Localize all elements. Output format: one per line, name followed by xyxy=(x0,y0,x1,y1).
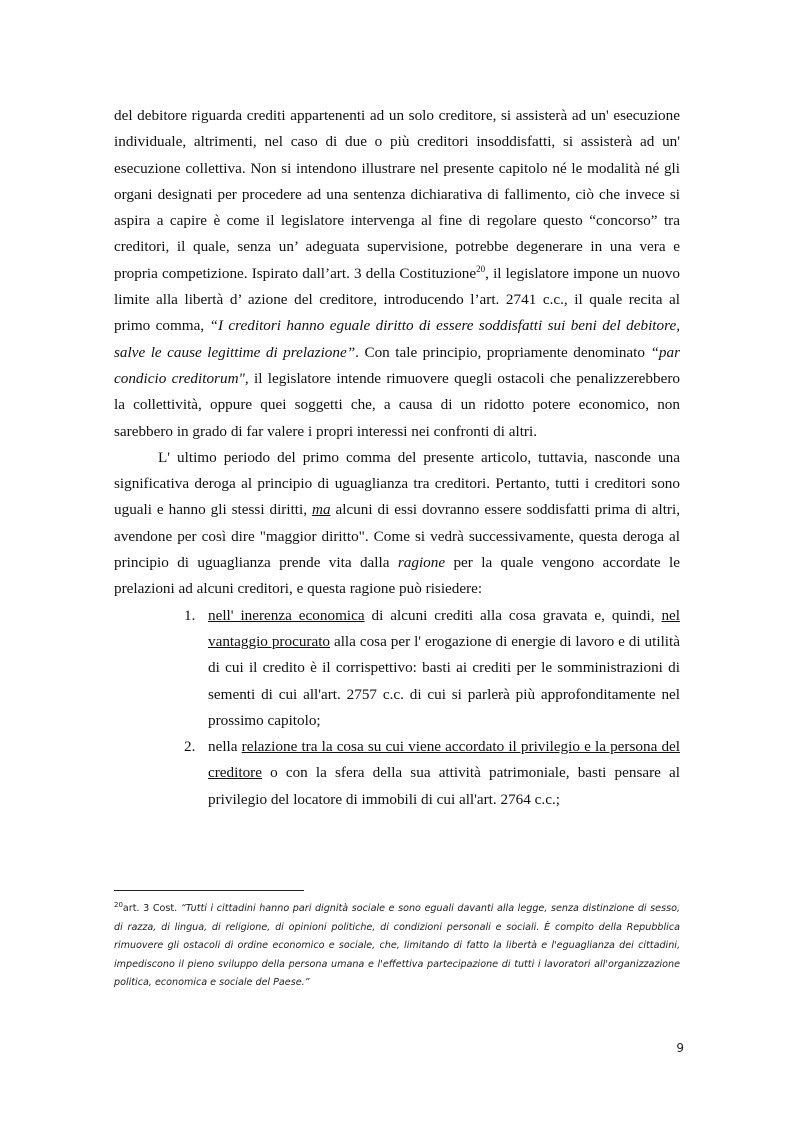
paragraph-text: del debitore riguarda crediti appartenenti ad un solo creditore, si assisterà ad un' esecuzione individuale, altrimenti, nel caso di due o più creditori insoddisfatti, si assisterà ad un' esecuzione collettiva. Non si intendono illustrare nel presente capitolo né le modalità né gli organi designati per procedere ad una sentenza dichiarativa di fallimento, ciò che invece si aspira a capire è come il legislatore intervenga al fine di regolare questo “concorso” tra creditori, il quale, senza un’ adeguata supervisione, potrebbe degenerare in una vera e propria competizione. Ispirato dall’art. 3 della Costituzione xyxy=(114,107,680,282)
footnote-text: “Tutti i cittadini hanno pari dignità sociale e sono eguali davanti alla legge, senza distinzione di sesso, di razza, di lingua, di religione, di opinioni politiche, di condizioni personali e sociali. È compito della Repubblica rimuovere gli ostacoli di ordine economico e sociale, che, limitando di fatto la libertà e l'eguaglianza dei cittadini, impediscono il pieno sviluppo della persona umana e l'effettiva partecipazione di tutti i lavoratori all'organizzazione politica, economica e sociale del Paese.” xyxy=(114,903,681,988)
paragraph-text: , il legislatore impone un nuovo limite alla libertà d’ azione del creditore, introducendo l’art. 2741 c.c., il quale recita al primo comma, xyxy=(114,264,680,335)
footnote-separator xyxy=(114,890,304,891)
latin-term: “par condicio creditorum" xyxy=(114,343,681,387)
paragraph-deroga xyxy=(114,445,680,603)
paragraph-text: per la quale vengono accordate le prelazioni ad alcuni creditori, e questa ragione può risiedere: xyxy=(114,554,680,598)
underlined-text: nell' inerenza economica xyxy=(208,606,365,624)
list-item-number: 2. xyxy=(184,738,196,756)
underlined-text: relazione tra la cosa su cui viene accordato il privilegio e la persona del creditore xyxy=(208,738,681,782)
paragraph-text: L' ultimo periodo del primo comma del presente articolo, tuttavia, nasconde una significativa deroga al principio di uguaglianza tra creditori. Pertanto, tutti i creditori sono uguali e hanno gli stessi diritti, xyxy=(114,448,680,519)
list-item-text: alla cosa per l' erogazione di energie di lavoro e di utilità di cui il credito è il corrispettivo: basti ai crediti per le somministrazioni di sementi di cui all'art. 2757 c.c. di cui si parlerà più approfonditamente nel prossimo capitolo; xyxy=(208,632,680,729)
footnote-number: 20 xyxy=(114,901,123,909)
emphasis-ragione: ragione xyxy=(397,554,446,572)
emphasis-ma: ma xyxy=(311,501,331,519)
footnote xyxy=(114,900,680,993)
list-item xyxy=(114,603,680,734)
paragraph-concorso-creditori xyxy=(114,103,680,445)
footnote-reference: 20 xyxy=(476,263,486,274)
prelazioni-list xyxy=(114,603,680,813)
paragraph-text: , il legislatore intende rimuovere quegli ostacoli che penalizzerebbero la collettività, oppure quei soggetti che, a causa di un ridotto potere economico, non sarebbero in grado di far valere i propri interessi nei confronti di altri. xyxy=(114,369,680,440)
list-item-text: o con la sfera della sua attività patrimoniale, basti pensare al privilegio del locatore di immobili di cui all'art. 2764 c.c.; xyxy=(208,764,680,808)
page-number: 9 xyxy=(676,1041,684,1055)
paragraph-text: . Con tale principio, propriamente denominato xyxy=(355,343,651,361)
list-item xyxy=(114,734,680,813)
paragraph-text: alcuni di essi dovranno essere soddisfatti prima di altri, avendone per così dire "maggior diritto". Come si vedrà successivamente, questa deroga al principio di uguaglianza prende vita dalla xyxy=(114,501,680,572)
article-quote: “I creditori hanno eguale diritto di essere soddisfatti sui beni del debitore, salve le cause legittime di prelazione” xyxy=(114,317,680,361)
footnote-source: art. 3 Cost. xyxy=(122,903,181,914)
list-item-text: nella xyxy=(208,738,242,756)
list-item-number: 1. xyxy=(184,606,196,624)
body-text xyxy=(114,103,680,813)
list-item-text: di alcuni crediti alla cosa gravata e, quindi, xyxy=(364,606,662,624)
underlined-text: nel vantaggio procurato xyxy=(208,606,680,650)
